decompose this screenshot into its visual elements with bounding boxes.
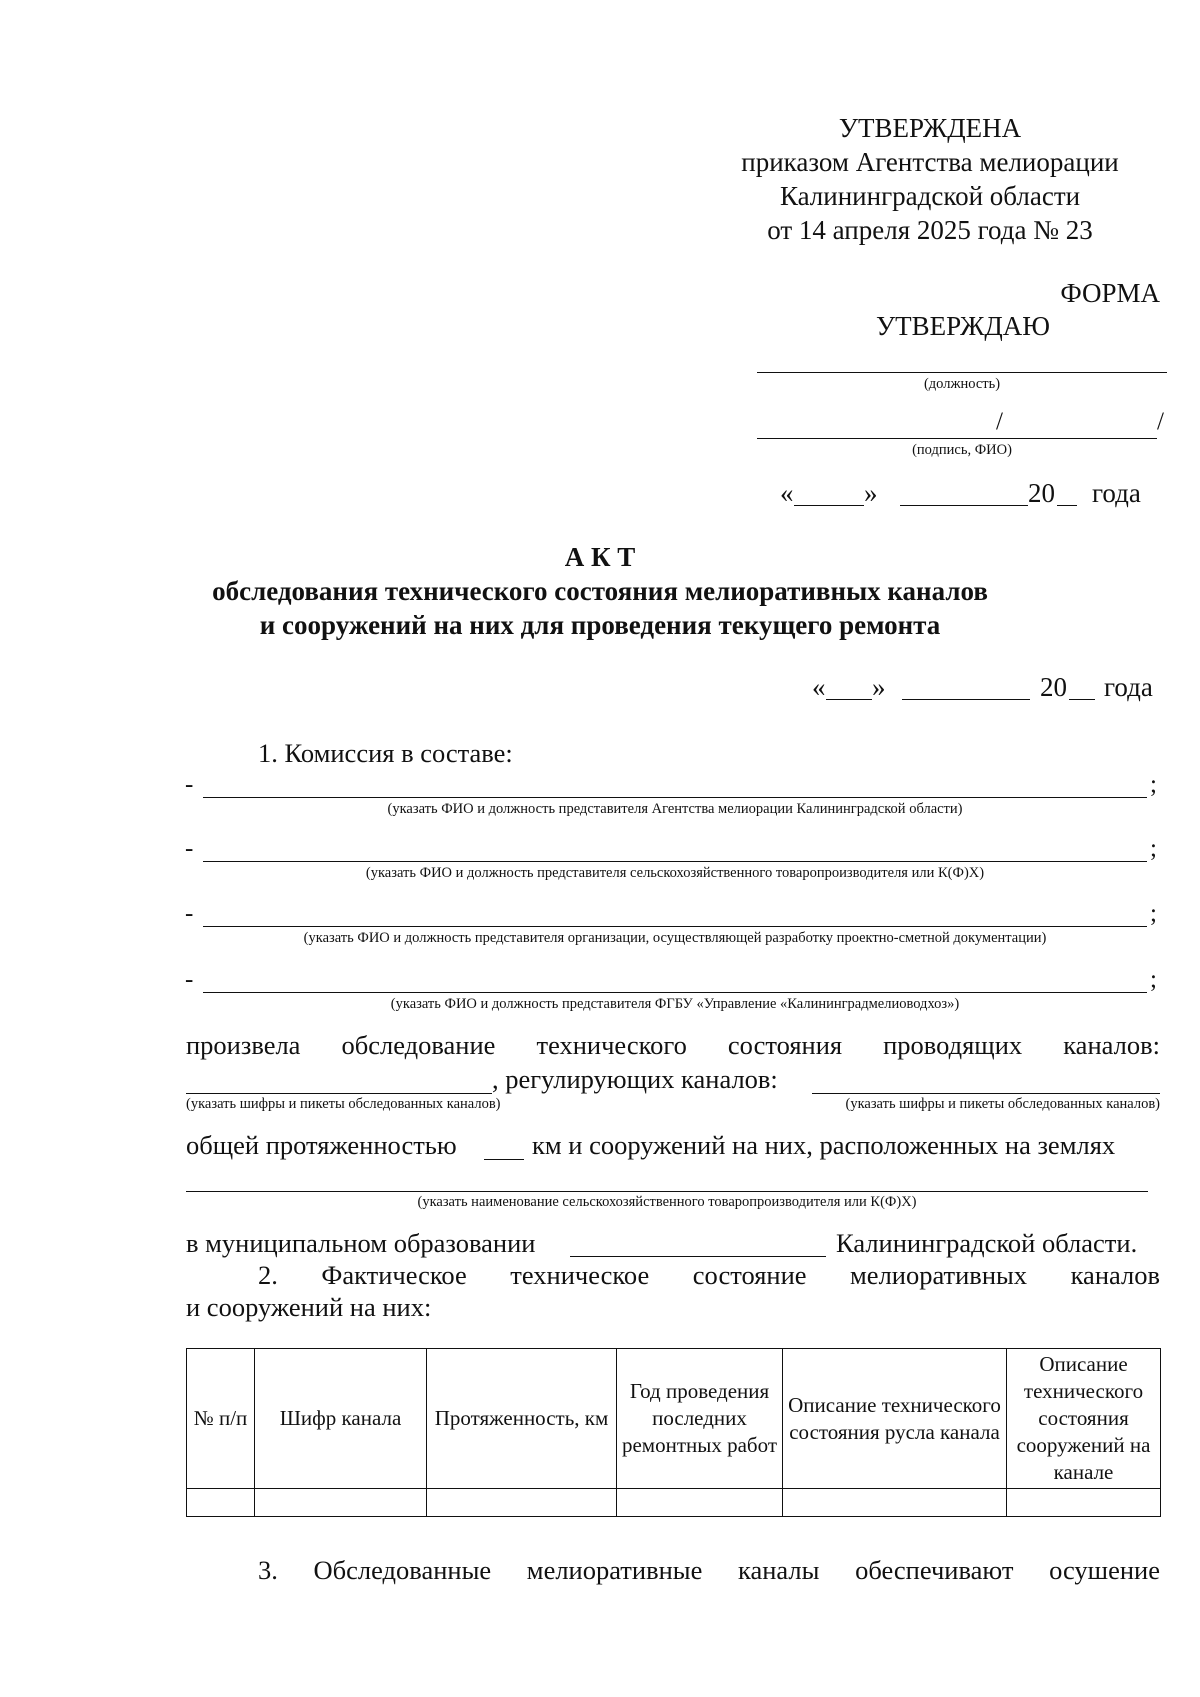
length-value-line <box>484 1159 524 1160</box>
regulating-caption: (указать шифры и пикеты обследованных каналов) <box>845 1096 1160 1112</box>
position-caption: (должность) <box>923 376 1001 392</box>
member-1-semicolon: ; <box>1150 771 1157 798</box>
date-top-close-quote: » <box>864 478 878 508</box>
act-subtitle-2: и сооружений на них для проведения текущего ремонта <box>259 610 941 640</box>
member-2-caption: (указать ФИО и должность представителя сельскохозяйственного товаропроизводителя или К(Ф)Х) <box>365 865 985 881</box>
approved-region: Калининградской области <box>779 181 1081 211</box>
signature-line <box>757 438 1157 439</box>
approved-order: приказом Агентства мелиорации <box>741 147 1119 177</box>
section2-word-1: 2. <box>258 1260 278 1290</box>
member-4-caption: (указать ФИО и должность представителя ФГБУ «Управление «Калининградмелиоводхоз») <box>390 996 960 1012</box>
approved-title: УТВЕРЖДЕНА <box>838 113 1022 143</box>
member-2-line <box>203 861 1147 862</box>
survey-word-1: произвела <box>186 1030 301 1060</box>
survey-word-2: обследование <box>341 1030 496 1060</box>
header-number: № п/п <box>187 1349 255 1489</box>
municipal-suffix: Калининградской области. <box>836 1228 1138 1258</box>
date-act-close-quote: » <box>872 672 886 702</box>
fio-slash: / <box>1157 408 1164 435</box>
position-line <box>757 372 1167 373</box>
member-3-dash: - <box>185 900 194 927</box>
survey-word-4: состояния <box>727 1030 843 1060</box>
table-cell <box>427 1489 617 1517</box>
member-3-caption: (указать ФИО и должность представителя организации, осуществляющей разработку проектно-сметной документации) <box>303 930 1047 946</box>
member-2-semicolon: ; <box>1150 835 1157 862</box>
survey-word-3: технического <box>536 1030 687 1060</box>
feeder-channels-line <box>186 1093 492 1094</box>
municipal-line <box>570 1256 826 1257</box>
survey-word-5: проводящих <box>883 1030 1023 1060</box>
survey-word-6: каналов: <box>1063 1030 1160 1060</box>
producer-caption: (указать наименование сельскохозяйственного товаропроизводителя или К(Ф)Х) <box>417 1194 917 1210</box>
section2-word-6: каналов <box>1070 1260 1160 1290</box>
section2-word-3: техническое <box>510 1260 650 1290</box>
table-row <box>187 1489 1161 1517</box>
date-top-open-quote: « <box>780 478 794 508</box>
member-2-dash: - <box>185 835 194 862</box>
regulating-channels-line <box>812 1093 1160 1094</box>
date-act-year-prefix: 20 <box>1040 672 1067 702</box>
section2-word-4: состояние <box>692 1260 807 1290</box>
section3-word-6: осушение <box>1049 1555 1160 1585</box>
regulating-label: , регулирующих каналов: <box>492 1064 778 1094</box>
table-cell <box>187 1489 255 1517</box>
member-1-dash: - <box>185 771 194 798</box>
section3-word-5: обеспечивают <box>855 1555 1014 1585</box>
section3-word-3: мелиоративные <box>526 1555 703 1585</box>
section1-heading: 1. Комиссия в составе: <box>258 738 513 768</box>
condition-table <box>186 1348 1161 1517</box>
date-act-month-line <box>902 699 1030 700</box>
header-channel-code: Шифр канала <box>255 1349 427 1489</box>
section2-line-1 <box>258 1260 1160 1291</box>
table-cell <box>783 1489 1007 1517</box>
date-top-day-line <box>794 505 864 506</box>
member-4-line <box>203 992 1147 993</box>
survey-line-1 <box>186 1030 1160 1061</box>
section3-line-1 <box>258 1555 1160 1586</box>
header-length: Протяженность, км <box>427 1349 617 1489</box>
date-act-open-quote: « <box>812 672 826 702</box>
member-3-semicolon: ; <box>1150 900 1157 927</box>
date-act-day-line <box>826 699 872 700</box>
signature-slash: / <box>996 408 1003 435</box>
date-top-year-prefix: 20 <box>1028 478 1055 508</box>
table-header-row <box>187 1349 1161 1489</box>
section2-line-2: и сооружений на них: <box>186 1292 432 1322</box>
act-title: А К Т <box>564 542 636 572</box>
table-cell <box>617 1489 783 1517</box>
header-last-repair-year: Год проведения последних ремонтных работ <box>617 1349 783 1489</box>
section2-word-2: Фактическое <box>321 1260 467 1290</box>
header-channel-bed-condition: Описание технического состояния русла канала <box>783 1349 1007 1489</box>
date-top-month-line <box>900 505 1028 506</box>
member-4-semicolon: ; <box>1150 966 1157 993</box>
member-3-line <box>203 926 1147 927</box>
date-act-year-suffix: года <box>1104 672 1153 702</box>
section2-word-5: мелиоративных <box>850 1260 1028 1290</box>
member-1-caption: (указать ФИО и должность представителя Агентства мелиорации Калининградской области) <box>387 801 963 817</box>
signature-caption: (подпись, ФИО) <box>912 442 1012 458</box>
act-subtitle-1: обследования технического состояния мелиоративных каналов <box>212 576 988 606</box>
table-cell <box>1007 1489 1161 1517</box>
section3-word-1: 3. <box>258 1555 278 1585</box>
length-prefix: общей протяженностью <box>186 1130 457 1160</box>
member-4-dash: - <box>185 966 194 993</box>
section3-word-4: каналы <box>738 1555 820 1585</box>
date-top-year-line <box>1057 505 1077 506</box>
table-cell <box>255 1489 427 1517</box>
date-top-year-suffix: года <box>1092 478 1141 508</box>
producer-line <box>186 1191 1148 1192</box>
member-1-line <box>203 797 1147 798</box>
section3-word-2: Обследованные <box>313 1555 492 1585</box>
feeder-caption: (указать шифры и пикеты обследованных каналов) <box>186 1096 501 1112</box>
approved-date: от 14 апреля 2025 года № 23 <box>767 215 1093 245</box>
approve-label: УТВЕРЖДАЮ <box>876 311 1051 341</box>
header-structures-condition: Описание технического состояния сооружений на канале <box>1007 1349 1161 1489</box>
form-label: ФОРМА <box>1060 278 1160 308</box>
municipal-prefix: в муниципальном образовании <box>186 1228 536 1258</box>
length-suffix: км и сооружений на них, расположенных на землях <box>532 1130 1116 1160</box>
date-act-year-line <box>1069 699 1095 700</box>
